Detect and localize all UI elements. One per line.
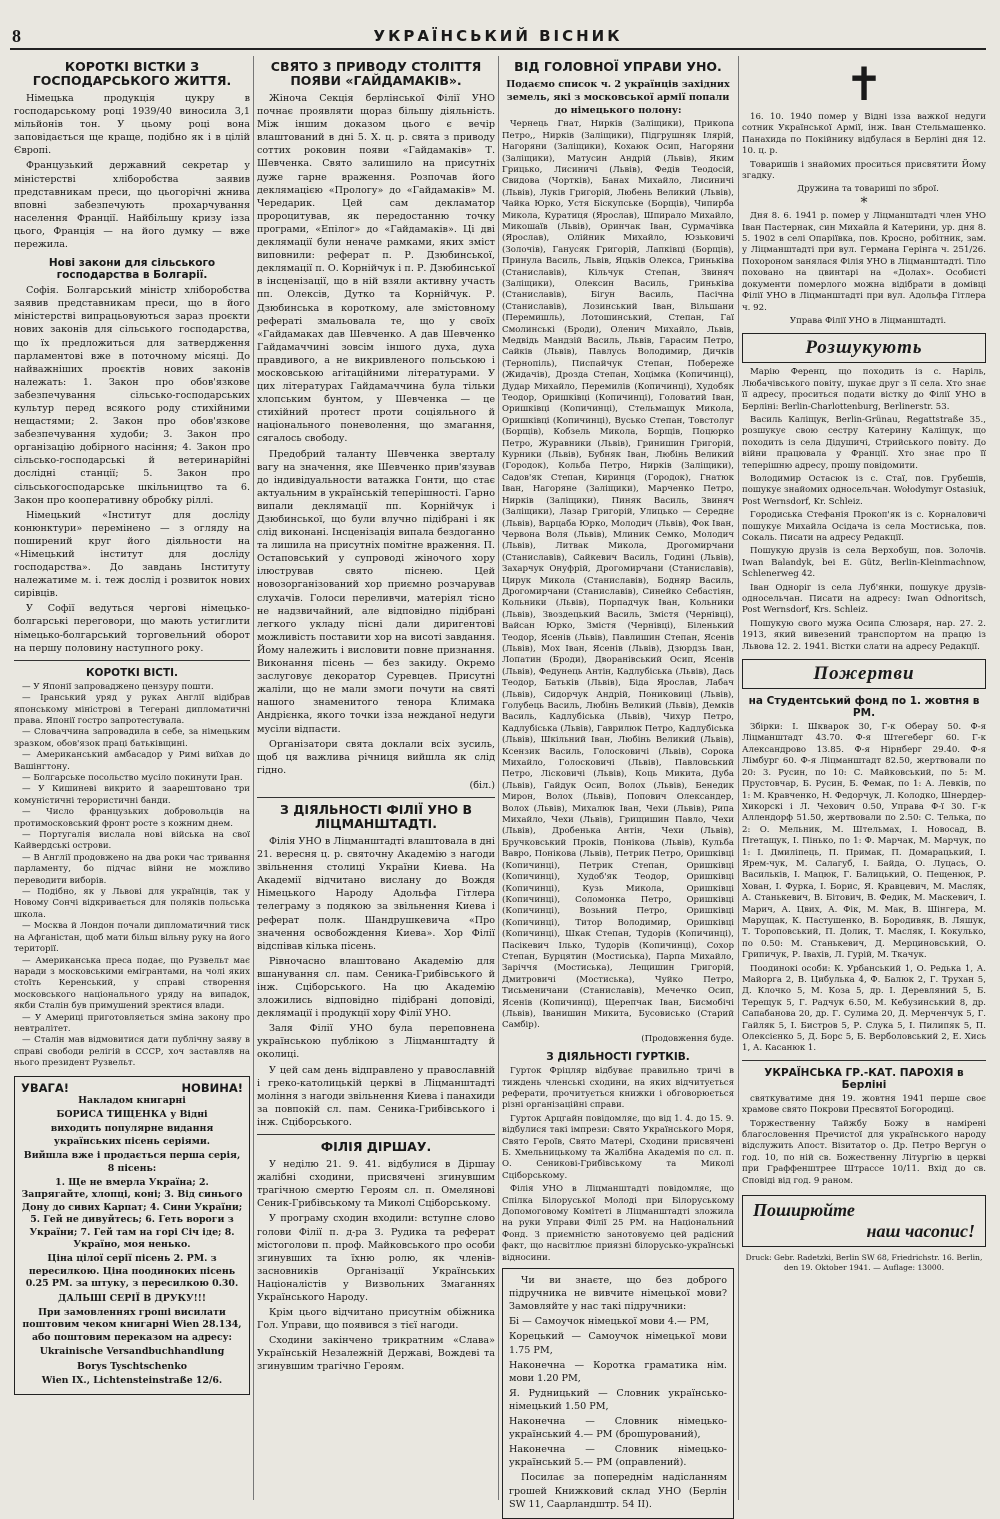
short-news-title: КОРОТКІ ВІСТІ. bbox=[85, 666, 179, 679]
article-paragraph: Крім цього відчитано присутнім обіжника Гол. Управи, що появився з тієї нагоди. bbox=[257, 1307, 495, 1332]
short-news-item: — Португалія вислала нові війська на свої Кайвердські острови. bbox=[14, 830, 250, 852]
textbook-item: Наконечна — Словник німецько-український 5.— РМ (оправлений). bbox=[509, 1444, 727, 1469]
textbooks-intro: Чи ви знаєте, що без доброго підручника не вивчите німецької мови? Замовляйте у нас такі підручники: bbox=[509, 1275, 727, 1313]
column-divider bbox=[738, 56, 739, 1500]
to-be-continued: (Продовження буде. bbox=[641, 1033, 734, 1044]
short-news-item: — Сталін мав відмовитися дати публічну заяву в справі свободи релігій в СССР, хоч заставляв на нього президент Рузвельт. bbox=[14, 1035, 250, 1069]
ad-line: Ціна цілої серії пісень 2. РМ. з пересилкою. Ціна поодиноких пісень 0.25 РМ. за штуку, з пересилкою 0.30. bbox=[25, 1253, 239, 1290]
short-news-item: — Іранський уряд у руках Англії відібрав японському міністрові в Тегерані дипломатичні права. Японії гостро запротестувала. bbox=[14, 693, 250, 726]
ad-line: Wien IX., Lichtensteinstraße 12/6. bbox=[41, 1375, 223, 1387]
book-ad bbox=[14, 1076, 250, 1395]
promo-line-2: наш часопис! bbox=[866, 1221, 975, 1242]
textbooks-outro: Посилає за попереднім надісланням грошей Книжковий склад УНО (Берлін SW 11, Саарландштр. 54 II). bbox=[509, 1472, 727, 1510]
column-divider bbox=[253, 56, 254, 1500]
search-notice: Марію Ференц, що походить із с. Наріль, Любачівського повіту, шукає друг з її села. Хто знає її адресу, проситься подати вістку до Філії УНО в Берліні: Berlin-Charlottenburg, Berlinerstr. 53. bbox=[742, 367, 986, 412]
obituary-2: Дня 8. 6. 1941 р. помер у Ліцманштадті член УНО Іван Пастернак, син Михайла й Катерини, ур. дня 8. 5. 1902 в селі Опаріївка, пов. Кросно, робітник, зам. у Ліцманштадті при вул. Германа Герінга ч. 251/26. Похороном занялася Філія УНО в Ліцманштадті. Тіло поховано на цвинтарі на «Долах». Особисті документи померлого можна відібрати в домівці Філії УНО в Ліцманштадті при вул. Адольфа Гітлера ч. 92. bbox=[742, 211, 986, 313]
economic-news-title: КОРОТКІ ВІСТКИ З ГОСПОДАРСЬКОГО ЖИТТЯ. bbox=[32, 59, 232, 88]
short-news-item: — Американська преса подає, що Рузвельт має наради з московськими емігрантами, на чолі яких стоїть Керенський, у справі створення московського національного уряду на випадок, якби Сталін був примушений зректися влади. bbox=[14, 955, 250, 1012]
bulgaria-laws-title: Нові закони для сільського господарства в Болгарії. bbox=[48, 257, 216, 282]
article-paragraph: Організатори свята доклали всіх зусиль, щоб ця важлива річниця вийшла як слід гідно. bbox=[257, 738, 495, 776]
textbooks-list bbox=[509, 1315, 727, 1469]
economic-news bbox=[14, 92, 250, 251]
article-paragraph: Рівночасно влаштовано Академію для вшанування сл. пам. Сеника-Грибівського й інж. Сціборського. На цю Академію зложились відповідно підібрані доповіді, деклямації і продукції хору Філії УНО. bbox=[257, 955, 495, 1020]
uno-board-title: ВІД ГОЛОВНОЇ УПРАВИ УНО. bbox=[514, 59, 722, 74]
short-news-item: — Болгарське посольство мусіло покинути Іран. bbox=[22, 773, 243, 783]
star-icon: * bbox=[860, 194, 868, 211]
parish-text-2: Торжественну Тайжбу Божу в намірені благословення Пречистої для українського народу відслужить Апост. Візитатор о. Др. Петро Вергун о год. 10, по ній св. Божественну Літургію в церкві при Граффенштрее Штрассе 10/11. Вхід до св. Сповіді від год. 9 раном. bbox=[742, 1118, 986, 1186]
litzmannstadt-title: З ДІЯЛЬНОСТІ ФІЛІЇ УНО В ЛІЦМАНШТАДТІ. bbox=[279, 801, 473, 831]
divider bbox=[742, 1060, 986, 1061]
short-news-list bbox=[14, 682, 250, 1070]
cross-icon: ✝ bbox=[844, 57, 884, 111]
textbook-item: Корецький — Самоучок німецької мови 1.75 РМ, bbox=[509, 1331, 727, 1356]
search-notice: Іван Одноріг із села Луб'янки, пошукує друзів-односельчан. Писати на адресу: Iwan Odnoritsch, Post Wernsdorf, Krs. Schleiz. bbox=[742, 582, 986, 616]
newspaper-title: УКРАЇНСЬКИЙ ВІСНИК bbox=[373, 27, 623, 45]
ad-line: ДАЛЬШІ СЕРІЇ В ДРУКУ!!! bbox=[58, 1292, 206, 1304]
search-notices bbox=[742, 367, 986, 653]
dirschau-title: ФІЛІЯ ДІРШАУ. bbox=[320, 1139, 432, 1155]
ad-line: Ukrainische Versandbuchhandlung bbox=[39, 1346, 225, 1358]
article-paragraph: У програму сходин входили: вступне слово голови Філії п. д-ра З. Рудика та реферат містоголови п. проф. Майковського про особи згинувших та їхню ролю, як членів-засновників Організації Українських Націоналістів у Визвольних Змаганнях Українського Народу. bbox=[257, 1213, 495, 1303]
article-paragraph: Сходини закінчено трикратним «Слава» Українській Незалежній Державі, Вождеві та згинувшим трагічно Героям. bbox=[257, 1335, 495, 1373]
masthead bbox=[10, 26, 986, 50]
ad-lines bbox=[21, 1095, 243, 1388]
ad-line: 1. Ще не вмерла Україна; 2. Запрягайте, хлопці, коні; 3. Від синього Дону до сивих Карпат; 4. Сини України; 5. Гей не дивуйтесь; 6. Геть вороги з України; 7. Гей там на горі Січ іде; 8. Україно, моя ненько. bbox=[21, 1177, 243, 1251]
textbook-item: Бі — Самоучок німецької мови 4.— РМ, bbox=[509, 1316, 710, 1328]
short-news-item: — Число французьких добровольців на протимосковський фронт росте з кожним днем. bbox=[14, 807, 250, 829]
institute-text: Німецький «Інститут для досліду конюнктури» перемінено — з огляду на поширений круг його діяльности на «Німецький інститут для досліду господарства». До завдань Інституту належатиме м. і. теж дослід і розвиток нових сирівців. bbox=[14, 509, 250, 600]
group-report: Філія УНО в Ліцманштадті повідомляє, що Спілка Білоруської Молоді при Білоруському Допомоговому Комітеті в Ліцманштадті зложила на руки Управи Філії 25 РМ. на Національний Фонд. З приємністю занотовуємо цей радісний факт, що насвітлює приязні білорусько-українські відносини. bbox=[502, 1184, 734, 1263]
column-3 bbox=[502, 58, 734, 1510]
page-number: 8 bbox=[12, 26, 21, 46]
ad-attention: УВАГА! bbox=[21, 1080, 70, 1095]
divider bbox=[257, 797, 495, 798]
textbook-item: Наконечна — Словник німецько-український 4.— РМ (брошурований), bbox=[509, 1416, 727, 1441]
article-paragraph: У неділю 21. 9. 41. відбулися в Діршау жалібні сходини, присвячені згинувшим трагічною смертю Героям сл. п. Омелянові Сеник-Грибівському та Миколі Сціборському. bbox=[257, 1159, 495, 1210]
ad-line: Borys Tyschtschenko bbox=[77, 1360, 187, 1372]
obituary-1-signature: Дружина та товариші по зброї. bbox=[797, 184, 939, 195]
column-4 bbox=[742, 58, 986, 1498]
bulgaria-laws-text: Софія. Болгарський міністр хліборобства заявив представникам преси, що в його міністерстві випрацьовуються зараз проєкти нових законів для сільського господарства, що їх предложиться для затвердження парламентові вже в поточному місяці. До найважніших проєктів нових законів належать: 1. Закон про обов'язкове забезпечування сільсько-господарських культур перед всякого роду стихійними нещастями; 2. Закон про обов'язкове забезпечування худоби; 3. Закон про організацію добірного насіння; 4. Закон про сільсько-господарські й ветеринарійні дослідні станції; 5. Закон про сільськогосподарське шкільництво та 6. Закон про кооперативну обробку ріллі. bbox=[14, 285, 250, 506]
article-paragraph: Філія УНО в Ліцманштадті влаштовала в дні 21. вересня ц. р. святочну Академію з нагоди звільнення столиці України Киева. На Академії відчитано вислану до Вождя Німецького Народу Адольфа Гітлера телеграму з подякою за звільнення Киева і реферат полк. Шандрушкевича «Про значення освобождення Киева». Хор Філії відспівав кілька пісень. bbox=[257, 835, 495, 952]
search-notice: Василь Каліщук, Berlin-Grünau, Regattstraße 35., розшукує свою сестру Катерину Каліщук, що походить із села Дідушичі, Стрийського повіту. До війни працювала у Франції. Хто знає про її теперішню адресу, прошу повідомити. bbox=[742, 414, 986, 471]
short-news-item: — В Англії продовжено на два роки час тривання парламенту, бо підчас війни не можливо переводити виборів. bbox=[14, 852, 250, 886]
obituary-2-signature: Управа Філії УНО в Ліцманштадті. bbox=[789, 315, 947, 326]
prisoners-list: Чернець Гнат, Ниркiв (Заліщики), Прикопа Петро,, Ниркiв (Заліщики), Підгрушняк Ілярій, Нагоряни (Заліщики), Кохаюк Осип, Нагоряни (Заліщики), Матусин Андрій (Львів), Яким Грицько, Лисиничі (Львів), Федів Теодосій, Свидова (Чортків), Банах Михайло, Лисиничі (Львів), Лукiв Григорій, Любень Великий (Львів), Чайка Юрко, Устя Біскупське (Борщів), Чипирба Микола, Куратиця (Ярослав), Шпирало Михайло, Микошаїв (Львів), Оринчак Іван, Сурмачівка (Ярослав), Олійник Михайло, Юзьковичі (Золочів), Ганусяк Григорій, Лапківці (Борщів), Принула Василь, Львів, Яцьків Олекса, Гриньківа (Станиславів), Кільчук Степан, Звиняч (Заліщики), Олексин Василь, Гриньківа (Станиславів), Бігун Василь, Пасічна (Станиславів), Лозинський Іван, Вільшани (Перемишль), Лотошинський, Степан, Гаї Смолинські (Броди), Оленич Михайло, Львів, Медвідь Мандзій Василь, Львів, Гарасим Петро, Сайків (Львів), Павлусь Володимир, Дичків (Тернопіль), Писпайчук Степан, Побереже (Жидачів), Дрозда Степан, Хоцімка (Копичинці), Дудар Михайло, Перемилів (Копичинці), Худобяк Теодор, Оришківці (Копичинці), Головатий Іван, Оришківці (Копичинці), Стельмащук Микола, Оришківці (Копичинці), Вусько Степан, Товстолуг (Борщів), Кобзель Микола, Борщів, Поцюрко Петро, Журавники (Львів), Гринишин Григорій, Курники (Львів), Бубняк Іван, Любінь Великий (Городок), Кольба Петро, Ниркiв (Заліщики), Садов'як Степан, Киринця (Городок), Гнатюк Іван, Нагоряне (Заліщики), Марченко Петро, Ниркiв (Заліщики), Пиняк Василь, Звиняч (Заліщики), Лазар Григорій, Улицько — Середнє (Львів), Варцаба Юрко, Молодич (Львів), Фок Іван, Червона Воля (Львів), Млиник Семко, Молодич (Львів), Литвак Микола, Дрогомирчани (Станиславів), Сайкевич Василь, Годинi (Львів), Захарчук Онуфрій, Дрогомирчани (Станиславів), Цирук Микола (Станиславів), Бодняр Василь, Дрогомирчани (Станиславів), Синейко Себастіян, Кольники (Львів), Порпадчук Іван, Кольники (Львів), Звоздецький Василь, Змістя (Чернівці), Вайсан Юрко, Змістя (Чернівці), Біленький Теодор, Ясенів (Львів), Павлишин Степан, Ясенів (Львів), Мох Іван, Ясенів (Львів), Дзюрдзь Іван, Лопатин (Броди), Дворанівський Осип, Ясенів (Львів), Федунець Антін, Кадлубіська (Львів), Дась Теодор, Батьків (Львів), Біда Ярослав, Лабач (Львів), Сидорчук Андрій, Пониковиці (Львів), Голубець Василь, Любінь Великий (Львів), Демків Василь, Кадлубіська (Львів), Чихур Петро, Кадлубіська (Львів), Гаврилюк Петро, Кадлубіська (Львів), Шкільний Іван, Любінь Великий (Львів), Ксензик Василь, Голосковичі (Львів), Сорока Михайло, Голосковичі (Львів), Павловський Петро, Лісковичі (Львів), Коць Микита, Дуба (Львів), Гайдук Осип, Волох (Львів), Бенедик Мирон, Волох (Львів), Попович Олександер, Волох (Львів), Михалюк Іван, Чехи (Львів), Рипа Михайло, Чехи (Львів), Грищишин Павло, Чехи (Львів), Дробенька Антін, Чехи (Львів), Бручковський Проків, Понікова (Львів), Кульба Вавро, Понікова (Львів), Петрик Петро, Оришківці (Копичинці), Петрик Степан, Оришківці (Копичинці), Худоб'як Теодор, Оришківці (Копичинці), Кузь Микола, Оришківці (Копичинці), Соломонка Петро, Оришківці (Копичинці), Возьний Петро, Оришківці (Копичинці), Титор Володимир, Оришківці (Копичинці), Шкак Степан, Тудорів (Копичинці), Пасікевич Ілько, Тудорів (Копичинці), Сохор Степан, Бурцятин (Мостиська), Парпа Михайло, Заріччя (Мостиська), Лещишин Григорій, Дмитровичі (Мостиська), Чуйко Петро, Тисьменичани (Станиславів), Мечечко Осип, Ясенів (Копичинці), Щерепчак Іван, Бисмобічі (Львів), Іванишин Микита, Бусовисько (Старий Самбір). bbox=[502, 119, 734, 1031]
sofia-text: У Софії ведуться чергові німецько-болгарські переговори, що мають устиглити німецько-болгарський торговельний оборот на першу половину наступного року. bbox=[14, 603, 250, 654]
short-news-item: — Словаччина запровадила в себе, за німецьким зразком, обов'язок праці бaтьківщині. bbox=[14, 727, 250, 749]
group-report: Гурток Арцгайн повідомляє, що від 1. 4. до 15. 9. відбулися такі імпрези: Свято Українського Моря, Свято Героїв, Свято Матері, Сходини присвячені Б. Хмельницькому та Жалібна Академія по сл. п. О. Сеникові-Грибівському та Миколі Сціборському. bbox=[502, 1113, 734, 1181]
donations-collections: Збірки: І. Шкварок 30, Г-к Оберау 50. Ф-я Ліцманштадт 43.70. Ф-я Штегеберг 60. Г-к Александрово 13.85. Ф-я Нірнберг 29.40. Ф-я Лімбург 60. Ф-я Ліцманштадт 82.50, жертвовали по 20: 3. Русин, по 10: С. Майковський, по 5: М. Прустовчар, Б. Русин, Б. Фемак, по 1: А. Левків, по 1: М. Кравченко, Н. Федорчук, Л. Колодко, Шнердер-Хикорскі і Л. Чехович 0.50, Управа Ф-ї 30. Г-к Аллендорф 51.50, жертвовали по 2.50: С. Телька, по 2: О. Мельник, М. Штельмах, І. Новосад, В. Пrетащук, І. Пінько, по 1: Ф. Марчак, М. Марчук, по 1: І. Дмиліпець, П. Примак, П. Домарацький, І. Ярем-чук, М. Салагуб, І. Байда, О. Луцась, О. Васильків, І. Мацюк, Г. Балицький, О. Пещенюк, Р. Хован, І. Фурка, І. Борис, Я. Кравцевич, М. Масляк, А. Станькевич, В. Бітович, В. Федик, М. Маскевич, І. Марич, А. Цвих, А. Фік, М. Мак, В. Шінгера, М. Марущак, К. Пастушенко, В. Бородивяк, В. Ляшук, Т. Тороповський, П. Долик, Т. Масляк, І. Кокулько, по 0.50: М. Станькевич, Д. Мерциновський, О. Грипичук, Р. Івахів, Л. Гурій, М. Ткачук. bbox=[742, 722, 986, 961]
ad-line: При замовленнях гроші висилати поштовим чеком книгарні Wien 28.134, або поштовим переказом на адресу: bbox=[22, 1307, 242, 1343]
divider bbox=[14, 660, 250, 661]
obituary-1: 16. 10. 1940 помер у Відні ізза важкої недуги сотник Української Армії, інж. Іван Стельмашенко. Панахида по Покійнику відбулася в Берліні дня 12. 10. ц. р. bbox=[742, 112, 986, 157]
haidamaky-title: СВЯТО З ПРИВОДУ СТОЛІТТЯ ПОЯВИ «ГАЙДАМАКІВ». bbox=[270, 59, 482, 88]
ad-line: Накладом книгарні bbox=[78, 1094, 186, 1106]
groups-activity-title: З ДІЯЛЬНОСТІ ГУРТКІВ. bbox=[546, 1051, 690, 1064]
donations-banner: Пожертви bbox=[742, 659, 986, 689]
short-news-item: — Подібно, як у Львові для українців, так у Новому Сончі відкривається для поляків польська школа. bbox=[14, 887, 250, 920]
short-news-item: — У Японії запровадженo цензуру пошти. bbox=[22, 681, 214, 692]
textbook-item: Я. Рудницький — Словник українсько-німецький 1.50 РМ, bbox=[509, 1387, 727, 1412]
subscribe-promo bbox=[742, 1195, 986, 1247]
search-notice: Пошукую друзів із села Верхобуш, пов. Золочів. Iwan Balandyk, bei E. Gütz, Berlin-Kleinmachnow, Schlenerweg 42. bbox=[742, 546, 986, 580]
haidamaky-article bbox=[257, 92, 495, 777]
short-news-item: — Американський амбасадор у Римі виїхав до Вашінгтону. bbox=[14, 750, 250, 772]
ad-new: НОВИНА! bbox=[181, 1080, 243, 1095]
ad-line: Вийшла вже і продається перша серія, 8 пісень: bbox=[23, 1150, 241, 1174]
short-news-item: — У Кишиневі викрито й заарештовано три комуністичні терористичні банди. bbox=[14, 784, 250, 806]
article-paragraph: У цей сам день відправлено у православній і греко-католицькій церкві в Ліцманштадті моління з нагоди звільнення Киева і панахиди за повпокій сл. пам. Сеника-Грибівського і інж. Сціборського. bbox=[257, 1064, 495, 1128]
search-notice: Пошукую свого мужа Осипа Слюзаря, нар. 27. 2. 1913, який вивезений транспортом на працю із Львова 12. 2. 1941. Вістки слати на адресу Редакції. bbox=[742, 618, 986, 652]
litzmannstadt-article bbox=[257, 835, 495, 1129]
news-paragraph: Німецька продукція цукру в господарському році 1939/40 виносила 3,1 мільйонів тон. У цьому році вона заповідається ще краще, подібно як і в цілій Європі. bbox=[14, 93, 250, 157]
textbook-item: Наконечна — Коротка граматика нім. мови 1.20 РМ, bbox=[509, 1359, 727, 1384]
short-news-item: — Москва й Лондон почали дипломатичний тиск на Афганістан, щоб мати більш вільну руку на його території. bbox=[14, 921, 250, 955]
search-banner: Розшукують bbox=[742, 333, 986, 363]
column-divider bbox=[498, 56, 499, 1500]
parish-title: УКРАЇНСЬКА ГР.-КАТ. ПАРОХІЯ в Берліні bbox=[764, 1066, 964, 1091]
article-paragraph: Заля Філії УНО була переповнена українською публікою з Ліцманштадту й околиці. bbox=[257, 1023, 495, 1061]
short-news-item: — У Америці приготовляється зміна закону про невтралітет. bbox=[14, 1012, 250, 1034]
uno-list-intro: Подаємо список ч. 2 українців західних земель, які з московської армії попали до німецького полону: bbox=[506, 79, 730, 117]
printer-imprint: Druck: Gebr. Radetzki, Berlin SW 68, Friedrichstr. 16. Berlin, den 19. Oktober 1941. — Auflage: 13000. bbox=[745, 1253, 983, 1273]
donations-individuals: Поодинокі особи: К. Урбанський 1, О. Редька 1, А. Майорга 2, В. Цибулька 4, Ф. Балюк 2, Г. Трухан 5, Д. Клочко 5, М. Коза 5, др. І. Деревляний 5, Б. Терещук 5, Г. Радчук 6.50, М. Кебузинський 8, др. Сапабанова 20, др. Г. Сулима 20, Д. Мерченчук 5, Г. Гайляк 5, І. Бистров 5, Р. Слука 5, І. Пилипяк 5, П. Олексієнко 5, Д. Борс 5, Б. Верболовський 2, Е. Хись 1, А. Касанюк 1. bbox=[742, 963, 986, 1054]
column-2 bbox=[257, 58, 495, 1498]
ad-line: БОРИСА ТИЩЕНКА у Відні bbox=[56, 1108, 208, 1120]
ad-line: виходить популярне видання українських пісень серіями. bbox=[50, 1123, 214, 1147]
divider bbox=[257, 1134, 495, 1135]
search-notice: Городиська Стефанія Прокоп'як із с. Корналовичі пошукує Михайла Осідача із села Мостиська, пов. Сокаль. Писати на адресу Редакції. bbox=[742, 510, 986, 543]
textbooks-ad bbox=[502, 1268, 734, 1519]
parish-text: святкуватиме дня 19. жовтня 1941 перше своє храмове свято Покрови Пресвятої Богородиці. bbox=[742, 1093, 986, 1116]
column-1 bbox=[14, 58, 250, 1498]
article-paragraph: Предобрий таланту Шевченка зверталу вагу на значення, яке Шевченко прив'язував до індивідуальности ватажка Гонти, що стає актуальним в українській теперішності. Гарно випали деклямації пп. Корнійчук і Дзюбинської, що були влучно підібрані і як слід виконані. Інсценізація випала бездоганно та лишила на присутніх помітне враження. П. Остаповський у супроводі жіночого хору ілюстрував свято піснею. Цей новозорганізований хор приємно розчарував слухачів. Голоси переливчи, матеріял тісно не надзвичайний, але відповідно підібрані легкого укладу пісні дали диригентові можливість поставити хор на висоті завдання. Йому належить і висловити повне признання. Виконання пісень — без закиду. Окремо заслуговує декоратор Суревцев. Присутні жаліли, що не мали змоги почути на святі нашого знаменитого тенора Климака Андрієнка, якого точки ізза нежданої недуги мусіли відпасти. bbox=[257, 448, 495, 735]
donations-title: на Студентський фонд по 1. жовтня в РМ. bbox=[748, 695, 980, 720]
haidamaky-signature: (біл.) bbox=[469, 779, 495, 791]
news-paragraph: Французький державний секретар у міністерстві хліборобства заявив представникам преси, що цьогорічні жнива вповні забезпечують прохарчування населення Франції. Найбільшу кризу ізза цього, Франція — на його думку — вже пережила. bbox=[14, 160, 250, 251]
group-report: Гурток Фріцляр відбуває правильно тричі в тиждень членські сходини, на яких відчитується реферати, прочитується книжки і обговорюється різні організаційні справи. bbox=[502, 1066, 734, 1111]
promo-line-1: Поширюйте bbox=[753, 1200, 855, 1221]
search-notice: Володимир Остасюк із с. Стаї, пов. Грубешів, пошукує знайомих односельчан. Wołodymyr Ostasiuk, Post Wernsdorf, Kr. Schleiz. bbox=[742, 473, 986, 507]
dirschau-article bbox=[257, 1158, 495, 1374]
obituary-1-note: Товаришів і знайомих проситься присвятити Йому згадку. bbox=[742, 159, 986, 182]
article-paragraph: Жіноча Секція берлінської Філії УНО почнає проявляти щораз більшу діяльність. Між іншим доказом цього є вечір влаштований в дні 5. Х. ц. р. свята з приводу соттих роковин появи «Гайдамаків» Т. Шевченка. Свято залишило на присутніх дуже гарне враження. Розпочав його деклямацією «Прологу» до «Гайдамаків» М. Чередарик. Цей сам декламатор пророцитував, як передостанню точку програми, «Епілог» до «Гайдамаків». Ці дві деклямації були неначе рамками, яких зміст виповнили: реферат п. Р. Дзюбинської, деклямації п. О. Корнійчук і п. Р. Дзюбинської в інсценізації, що в ній взяли активну участь пп. Олексів, Дутко та Корнійчук. Р. Дзюбинська в короткому, але змістовному рефераті змальовала те, що у своїх «Гайдамаках дав Шевченко. А дав Шевченко Гайдамаччині зовсім іншого духа, духа правдивого, а не викривленого польською і московською агітаційними літературами. У цих літературах Гайдамаччина була тільки хлопським бунтом, у Шевченка — це стихійний протест проти соціяльного й національного поневолення, що змагання, сягалось свободу. bbox=[257, 93, 495, 445]
groups-activity bbox=[502, 1066, 734, 1264]
